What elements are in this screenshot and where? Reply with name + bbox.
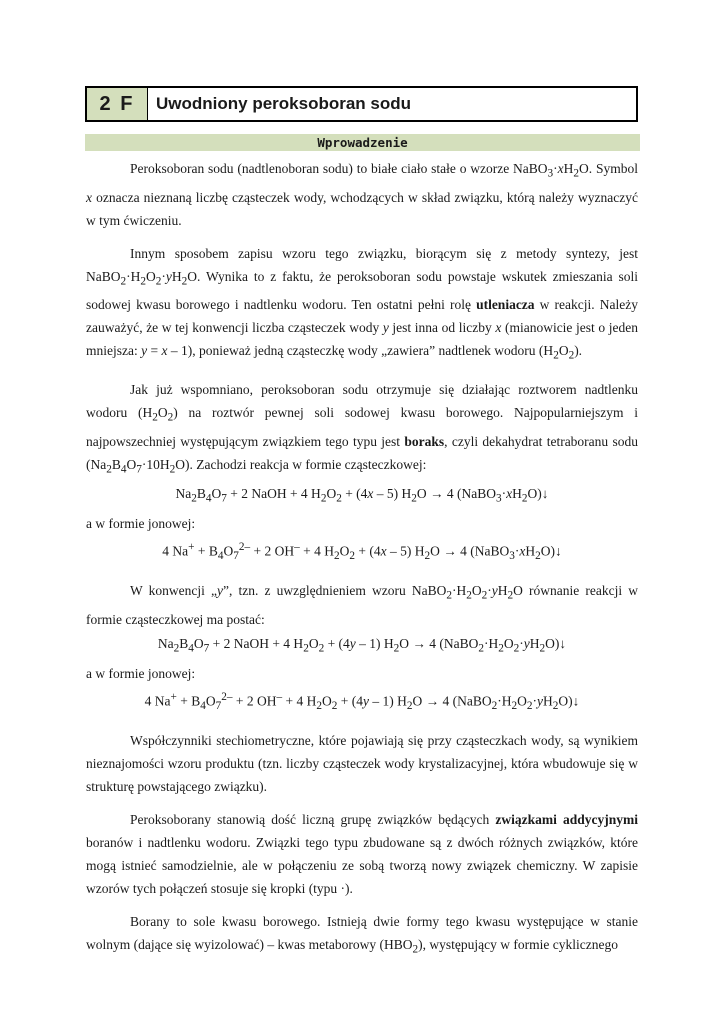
ionic-form-label-2: a w formie jonowej:	[86, 665, 196, 681]
paragraph-7: Borany to sole kwasu borowego. Istnieją dwie formy tego kwasu występujące w stanie wolnym (dające się wyizolować) – kwas metaborowy $(HBO_2)$, występujący w formie cyklicznego	[86, 913, 638, 956]
paragraph-1: Peroksoboran sodu (nadtlenoboran sodu) to białe ciało stałe o wzorze $NaBO_3\cdot xH_2O$. Symbol x oznacza nieznaną liczbę cząsteczek wody, wchodzących w skład związku, którą należy wyznaczyć w tym ćwiczeniu.	[86, 161, 638, 228]
paragraph-5: Współczynniki stechiometryczne, które pojawiają się przy cząsteczkach wody, są wynikiem nieznajomości wzoru produktu (tzn. liczby cząsteczek wody krystalizacyjnej, która wbudowuje się w strukturę powstającego związku).	[86, 732, 638, 794]
chapter-title: Uwodniony peroksoboran sodu	[156, 94, 412, 113]
paragraph-6: Peroksoborany stanowią dość liczną grupę związków będących związkami addycyjnymi boranów i nadtlenku wodoru. Związki tego typu zbudowane są z dwóch różnych związków, które mogą istnieć samodzielnie, ale w połączeniu ze sobą tworzą nowy związek chemiczny. W zapisie wzorów tych połączeń stosuje się kropki (typu ·).	[86, 811, 638, 896]
paragraph-2: Innym sposobem zapisu wzoru tego związku, biorącym się z metody syntezy, jest $NaBO_2\cdot H_2O_2\cdot yH_2O$. Wynika to z faktu, że peroksoboran sodu powstaje wskutek zmieszania soli sodowej kwasu borowego i nadtlenku wodoru. Ten ostatni pełni rolę utleniacza w reakcji. Należy zauważyć, że w tej konwencji liczba cząsteczek wody y jest inna od liczby x (mianowicie jest o jeden mniejsza: y = x – 1), ponieważ jedną cząsteczkę wody „zawiera” nadtlenek wodoru $(H_2O_2)$.	[86, 245, 638, 363]
equation-ionic-y: 4 $Na^+ + B_4O_7^{2-} + 2$ OH– + 4 $H_2O_2 + (4y - 1) H_2O \to 4$ $(NaBO_2\cdot H_2O_2\cdot yH_2O)↓$	[144, 690, 580, 712]
ionic-form-label-1: a w formie jonowej:	[86, 516, 196, 532]
paragraph-3: Jak już wspomniano, peroksoboran sodu otrzymuje się działając roztworem nadtlenku wodoru $(H_2O_2)$ na roztwór pewnej soli sodowej kwasu borowego. Najpopularniejszym i najpowszechniej występującym związkiem tego typu jest boraks, czyli dekahydrat tetraboranu sodu $(Na_2B_4O_7\cdot 10H_2O)$. Zachodzi reakcja w formie cząsteczkowej:	[86, 382, 639, 476]
chapter-number: 2 F	[87, 88, 148, 120]
equation-ionic-x: 4 $Na^+ + B_4O_7^{2-} + 2$ OH– + 4 $H_2O_2 + (4x - 5) H_2O \to 4$ $(NaBO_3\cdot xH_2O)↓$	[162, 541, 562, 563]
section-title: Wprowadzenie	[85, 134, 640, 151]
chapter-header	[85, 86, 638, 122]
paragraph-4: W konwencji „y”, tzn. z uwzględnieniem wzoru $NaBO_2\cdot H_2O_2\cdot yH_2O$ równanie reakcji w formie cząsteczkowej ma postać:	[86, 583, 638, 627]
document-body	[86, 157, 638, 972]
equation-molecular-x: $Na_2B_4O_7 + 2$ NaOH + 4 $H_2O_2 + (4x - 5) H_2O \to 4$ $(NaBO_3\cdot xH_2O)↓$	[175, 486, 549, 506]
equation-molecular-y: $Na_2B_4O_7 + 2$ NaOH + 4 $H_2O_2 + (4y - 1) H_2O \to 4$ $(NaBO_2\cdot H_2O_2\cdot yH_2O)↓$	[157, 636, 567, 655]
